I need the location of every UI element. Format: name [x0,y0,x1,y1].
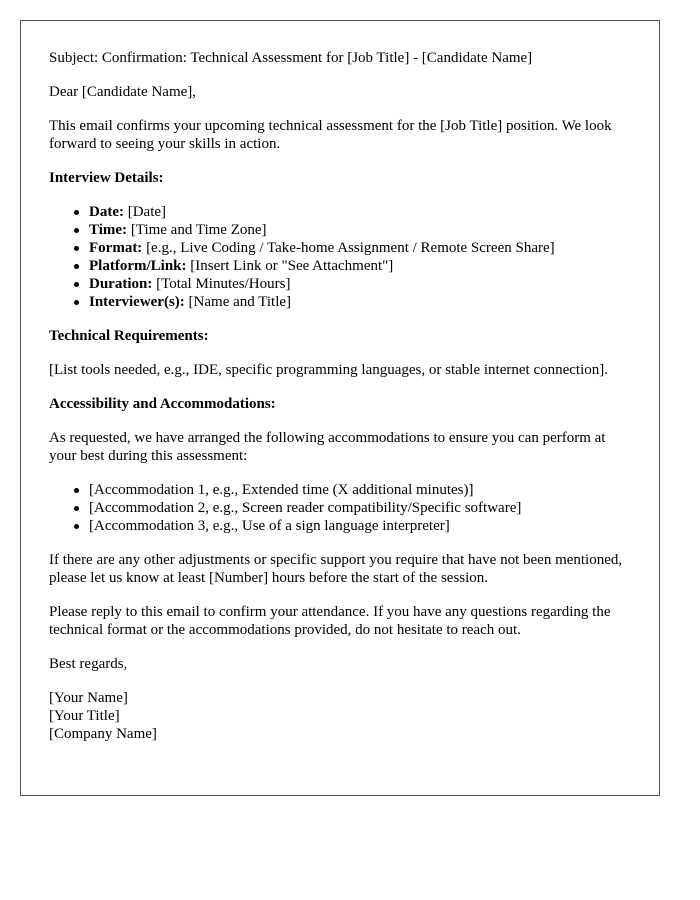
accommodations-list [49,481,631,535]
item-label: Interviewer(s): [89,294,185,310]
accessibility-text: As requested, we have arranged the following accommodations to ensure you can perform at your best during this assessment: [49,430,606,464]
list-item-platform [89,257,631,275]
interview-details-heading: Interview Details: [49,170,164,186]
subject-line: Subject: Confirmation: Technical Assessment for [Job Title] - [Candidate Name] [49,50,533,66]
item-value: [e.g., Live Coding / Take-home Assignment / Remote Screen Share] [142,240,555,256]
adjustments-paragraph: If there are any other adjustments or specific support you require that have not been mentioned, please let us know at least [Number] hours before the start of the session. [49,552,623,586]
interview-details-list [49,203,631,311]
item-label: Time: [89,222,128,238]
item-label: Duration: [89,276,153,292]
item-value: [Insert Link or "See Attachment"] [186,258,394,274]
closing: Best regards, [49,656,128,672]
list-item-date [89,203,631,221]
item-label: Platform/Link: [89,258,187,274]
signature-company: [Company Name] [49,726,157,742]
technical-requirements-heading: Technical Requirements: [49,328,209,344]
signature-block [49,689,631,743]
list-item-duration [89,275,631,293]
list-item-interviewers [89,293,631,311]
reply-paragraph: Please reply to this email to confirm your attendance. If you have any questions regarding the technical format or the accommodations provided, do not hesitate to reach out. [49,604,611,638]
list-item: [Accommodation 2, e.g., Screen reader compatibility/Specific software] [89,499,631,517]
item-label: Date: [89,204,124,220]
item-label: Format: [89,240,143,256]
list-item-format [89,239,631,257]
item-value: [Name and Title] [184,294,292,310]
list-item-time [89,221,631,239]
technical-requirements-text: [List tools needed, e.g., IDE, specific programming languages, or stable internet connection]. [49,362,608,378]
item-value: [Date] [123,204,167,220]
greeting: Dear [Candidate Name], [49,84,197,100]
accessibility-heading: Accessibility and Accommodations: [49,396,276,412]
list-item: [Accommodation 3, e.g., Use of a sign language interpreter] [89,517,631,535]
item-value: [Total Minutes/Hours] [152,276,291,292]
signature-name: [Your Name] [49,690,128,706]
item-value: [Time and Time Zone] [127,222,267,238]
list-item: [Accommodation 1, e.g., Extended time (X additional minutes)] [89,481,631,499]
signature-title: [Your Title] [49,708,120,724]
intro-paragraph: This email confirms your upcoming technical assessment for the [Job Title] position. We look forward to seeing your skills in action. [49,118,612,152]
email-letter [20,20,660,796]
